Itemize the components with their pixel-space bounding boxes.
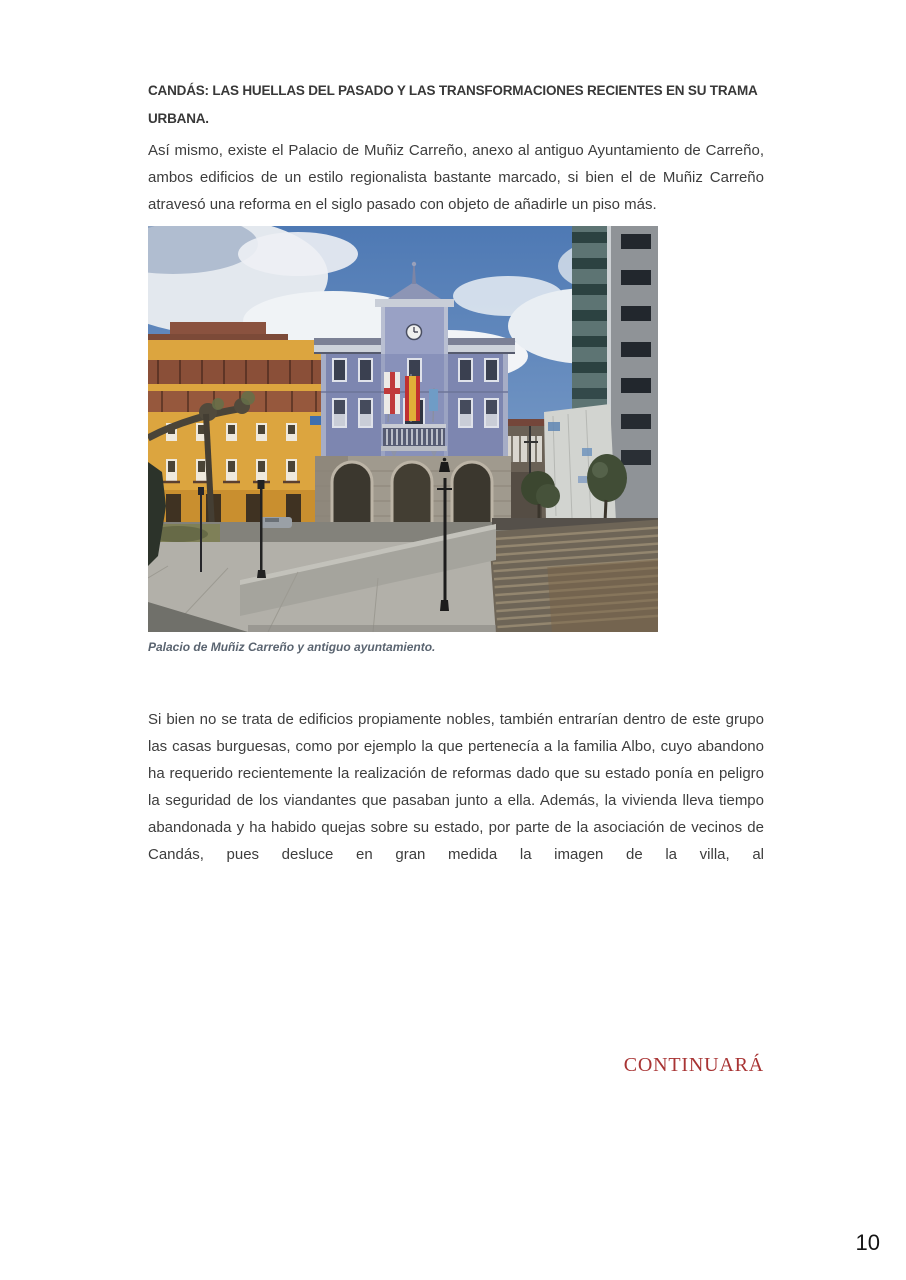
paragraph-2: Si bien no se trata de edificios propiamente nobles, también entrarían dentro de este grupo las casas burguesas, como por ejemplo la que pertenecía a la familia Albo, cuyo abandono ha requerido recientemente la realización de reformas dado que su estado ponía en peligro la seguridad de los viandantes que pasaban junto a ella. Además, la vivienda lleva tiempo abandonada y ha habido quejas sobre su estado, por parte de la asociación de vecinos de Candás, pues desluce en gran medida la imagen de la villa, al: [148, 711, 764, 863]
photo-caption: Palacio de Muñiz Carreño y antiguo ayuntamiento.: [148, 640, 436, 654]
flag-carreno: [384, 372, 400, 414]
flag-spain: [405, 376, 420, 421]
photo-illustration: [148, 226, 658, 632]
page-title: CANDÁS: LAS HUELLAS DEL PASADO Y LAS TRANSFORMACIONES RECIENTES EN SU TRAMA URBANA.: [148, 83, 758, 126]
continuation-label: CONTINUARÁ: [623, 1054, 764, 1076]
page-number: 10: [855, 1230, 880, 1255]
plaza: [148, 517, 658, 632]
photo-palacio-muniz-carreno: [148, 226, 658, 632]
stairs: [489, 518, 658, 632]
paragraph-1: Así mismo, existe el Palacio de Muñiz Carreño, anexo al antiguo Ayuntamiento de Carreño, ambos edificios de un estilo regionalista bastante marcado, si bien el de Muñiz Carreño atravesó una reforma en el siglo pasado con objeto de añadirle un piso más.: [148, 142, 764, 213]
flag-asturias: [429, 389, 438, 411]
clock: [407, 325, 422, 340]
